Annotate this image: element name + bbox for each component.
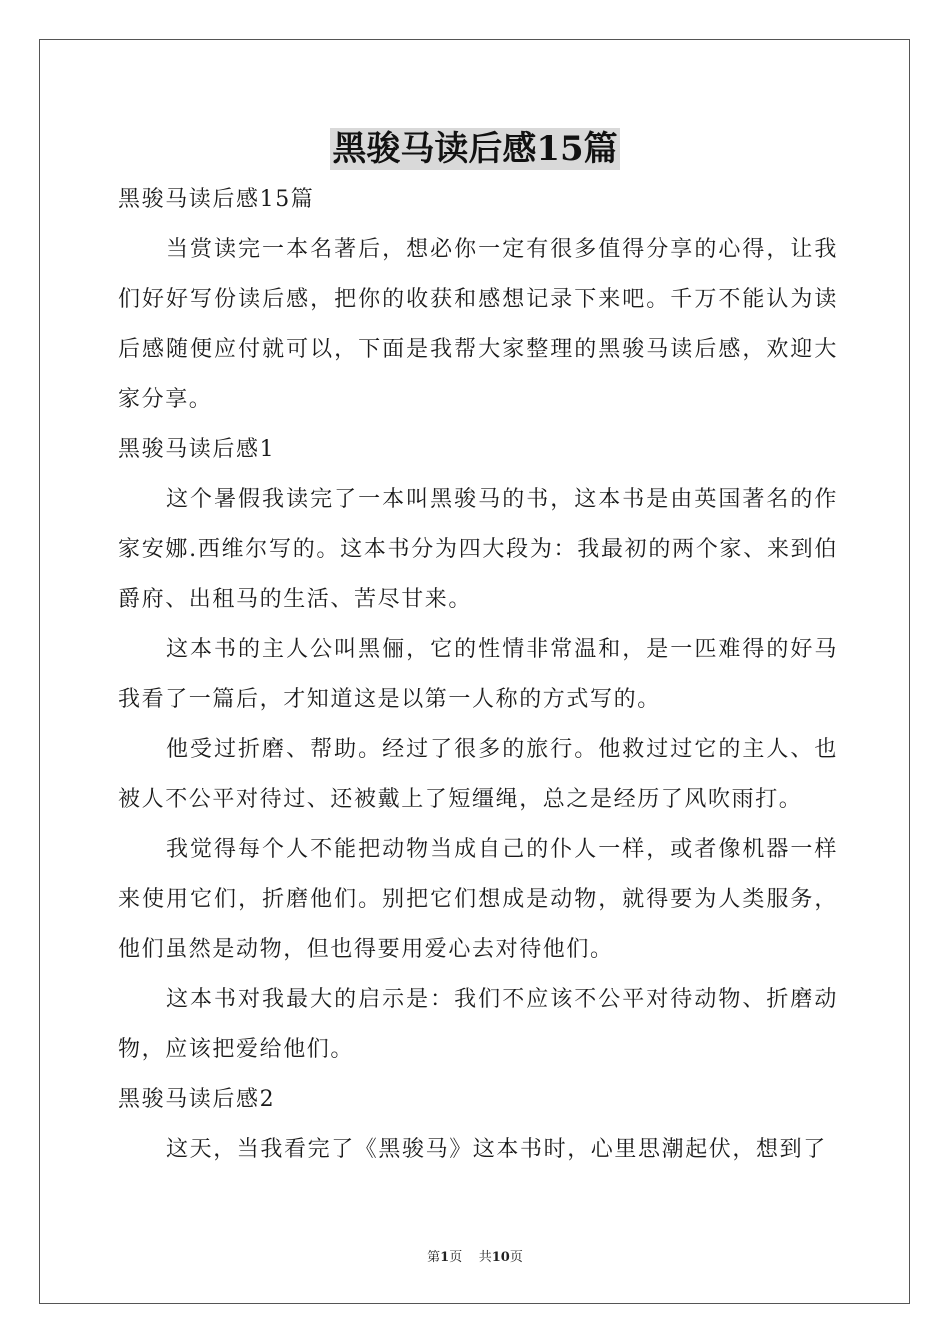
title-container (0, 128, 950, 170)
body-paragraph: 这个暑假我读完了一本叫黑骏马的书，这本书是由英国著名的作家安娜.西维尔写的。这本书分为四大段为：我最初的两个家、来到伯爵府、出租马的生活、苦尽甘来。 (118, 487, 838, 612)
section-heading: 黑骏马读后感2 (118, 1087, 276, 1112)
body-paragraph: 这天，当我看完了《黑骏马》这本书时，心里思潮起伏，想到了 (166, 1137, 827, 1162)
total-prefix: 共 (478, 1250, 492, 1265)
body-paragraph: 他受过折磨、帮助。经过了很多的旅行。他救过过它的主人、也被人不公平对待过、还被戴上了短缰绳，总之是经历了风吹雨打。 (118, 737, 838, 812)
body-paragraph: 这本书对我最大的启示是：我们不应该不公平对待动物、折磨动物，应该把爱给他们。 (118, 987, 838, 1062)
page-prefix: 第 (427, 1250, 441, 1265)
body-paragraph: 这本书的主人公叫黑俪，它的性情非常温和，是一匹难得的好马我看了一篇后，才知道这是以第一人称的方式写的。 (118, 637, 838, 712)
page-footer (0, 1246, 950, 1265)
total-page-count: 10 (491, 1250, 510, 1265)
page-unit: 页 (449, 1250, 463, 1265)
section-heading: 黑骏马读后感1 (118, 437, 276, 462)
document-title: 黑骏马读后感15篇 (332, 129, 618, 169)
total-unit: 页 (509, 1250, 523, 1265)
section-heading: 黑骏马读后感15篇 (118, 187, 315, 212)
current-page-number: 1 (440, 1250, 450, 1265)
document-body (118, 175, 838, 1175)
body-paragraph: 当赏读完一本名著后，想必你一定有很多值得分享的心得，让我们好好写份读后感，把你的收获和感想记录下来吧。千万不能认为读后感随便应付就可以，下面是我帮大家整理的黑骏马读后感，欢迎大家分享。 (118, 237, 838, 412)
body-paragraph: 我觉得每个人不能把动物当成自己的仆人一样，或者像机器一样来使用它们，折磨他们。别把它们想成是动物，就得要为人类服务，他们虽然是动物，但也得要用爱心去对待他们。 (118, 837, 838, 962)
